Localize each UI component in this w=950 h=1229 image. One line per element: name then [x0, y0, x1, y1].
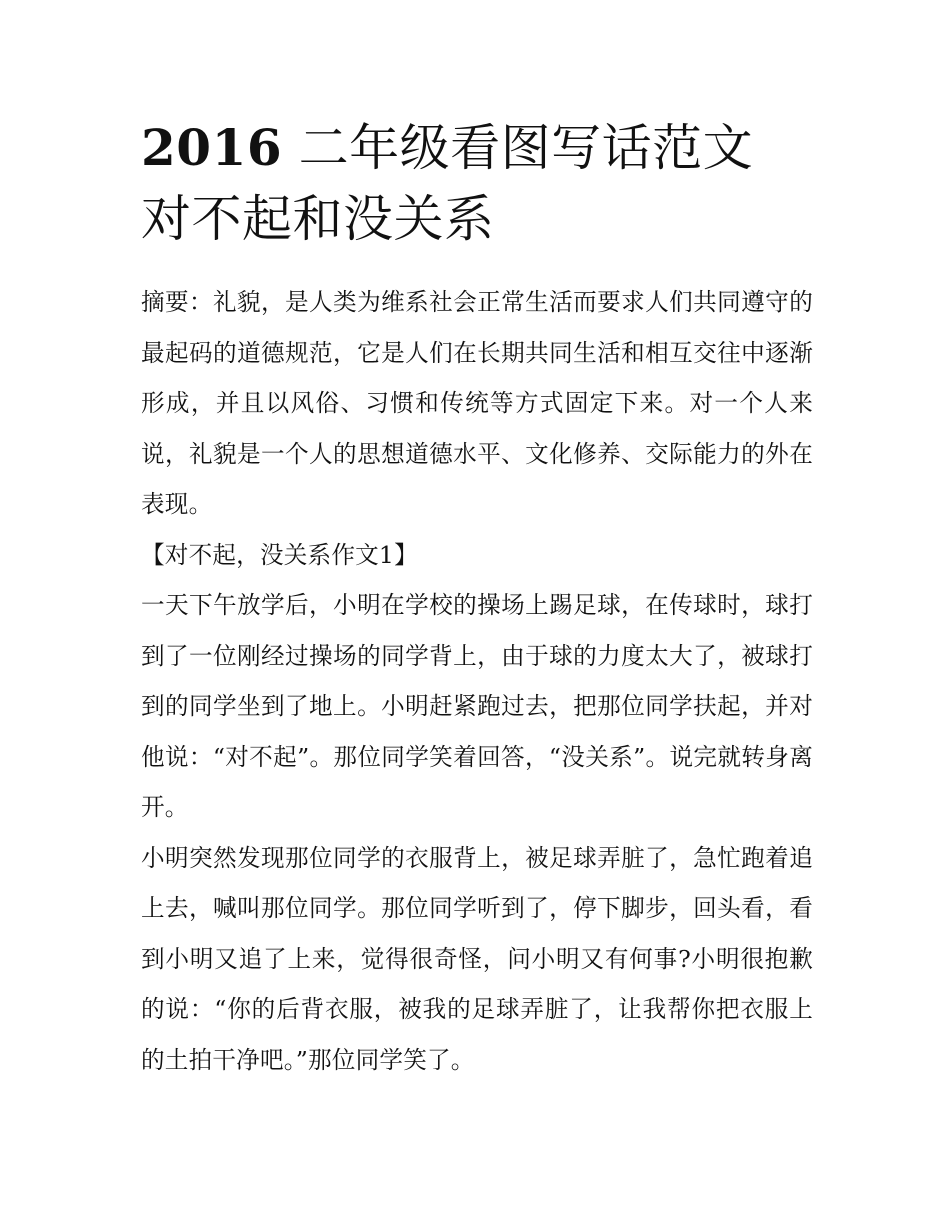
story-paragraph-1: 一天下午放学后，小明在学校的操场上踢足球，在传球时，球打到了一位刚经过操场的同学背上，由于球的力度太大了，被球打到的同学坐到了地上。小明赶紧跑过去，把那位同学扶起，并对他说：“对不起”。那位同学笑着回答，“没关系”。说完就转身离开。 [141, 591, 813, 821]
section-heading: 【对不起，没关系作文1】 [141, 540, 418, 569]
document-body [141, 277, 813, 1085]
story-paragraph-2: 小明突然发现那位同学的衣服背上，被足球弄脏了，急忙跑着追上去，喊叫那位同学。那位同学听到了，停下脚步，回头看，看到小明又追了上来，觉得很奇怪，问小明又有何事?小明很抱歉的说：“你的后背衣服，被我的足球弄脏了，让我帮你把衣服上的土拍干净吧。”那位同学笑了。 [141, 843, 813, 1074]
document-page [141, 112, 813, 1085]
title-text: 二年级看图写话范文 对不起和没关系 [141, 119, 754, 248]
document-title [141, 112, 813, 255]
title-year: 2016 [141, 118, 283, 177]
abstract-paragraph: 摘要：礼貌，是人类为维系社会正常生活而要求人们共同遵守的最起码的道德规范，它是人们在长期共同生活和相互交往中逐渐形成，并且以风俗、习惯和传统等方式固定下来。对一个人来说，礼貌是一个人的思想道德水平、文化修养、交际能力的外在表现。 [141, 288, 813, 518]
